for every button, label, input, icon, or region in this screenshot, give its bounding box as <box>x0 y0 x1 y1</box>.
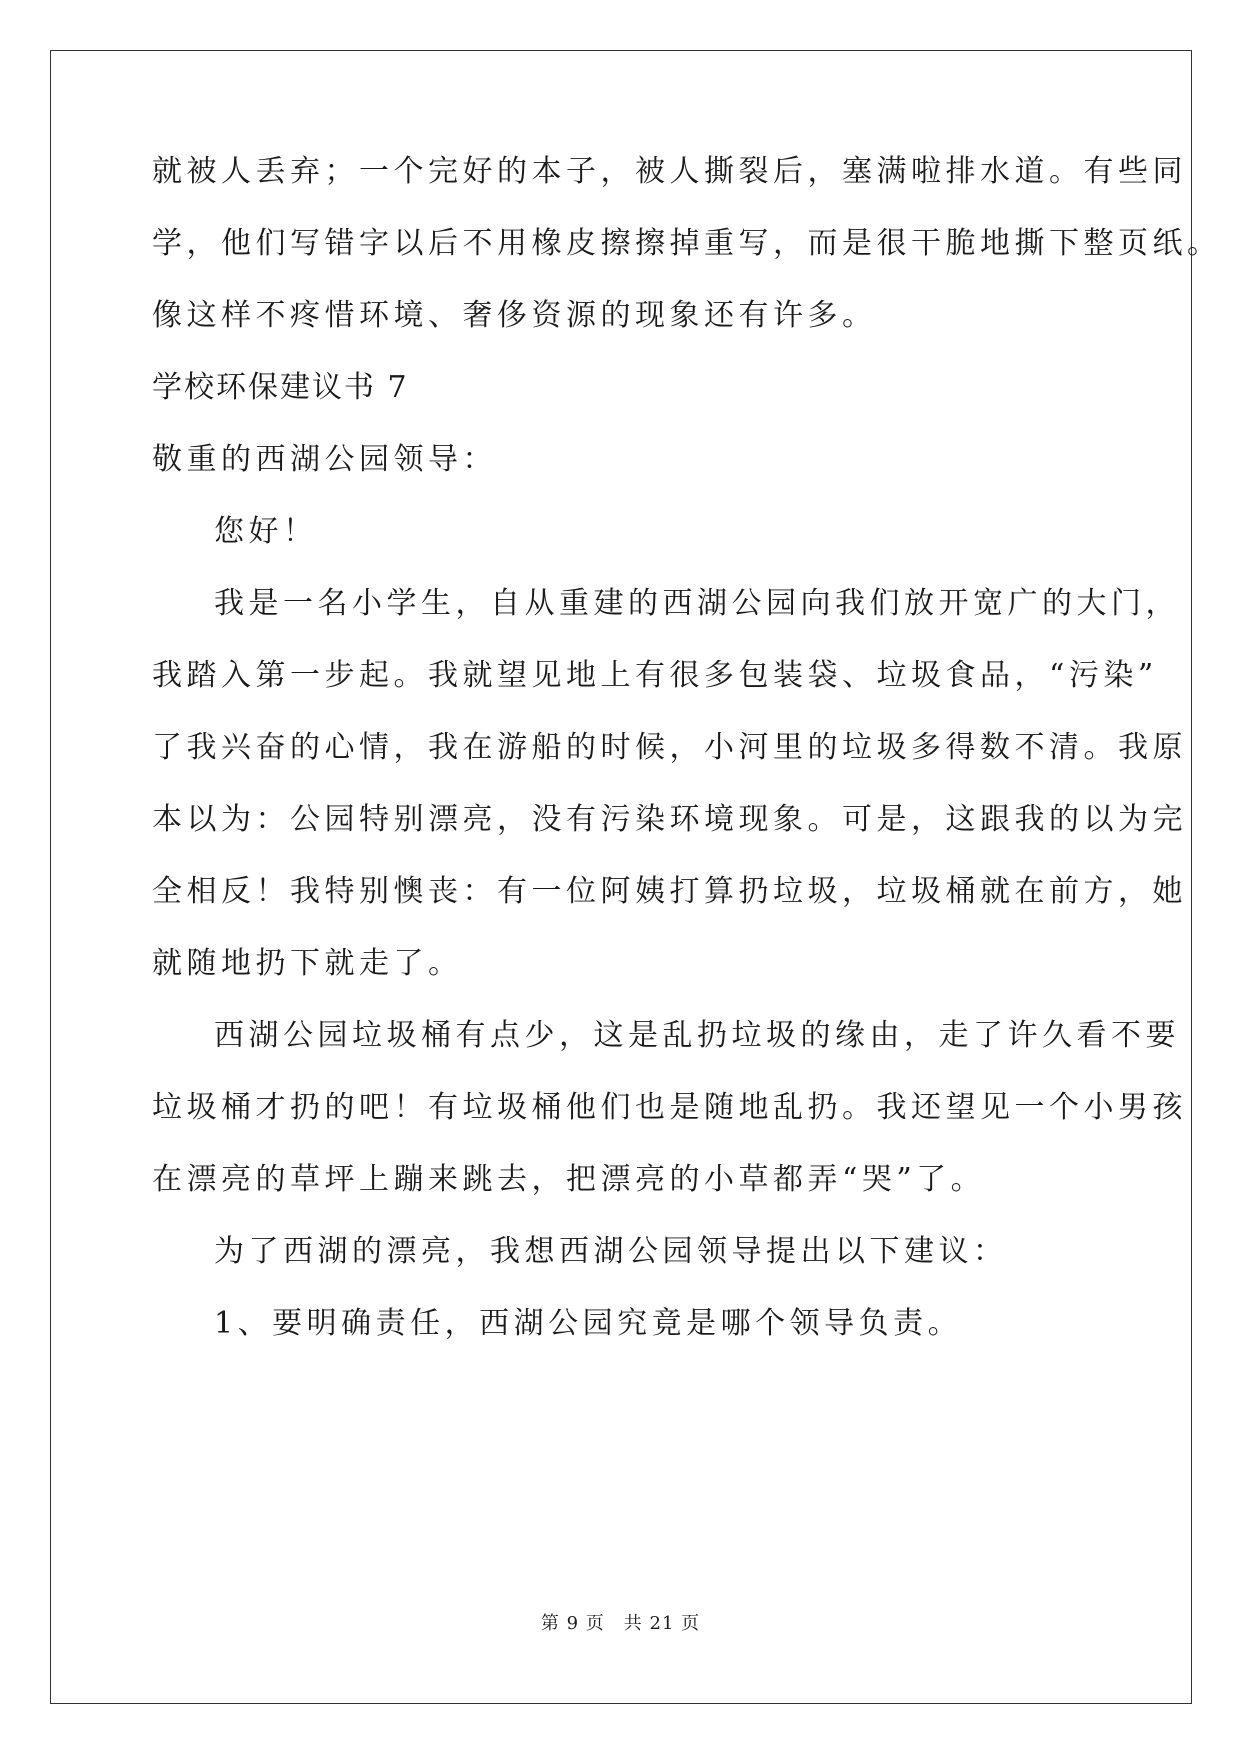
paragraph-line: 就被人丢弃；一个完好的本子，被人撕裂后，塞满啦排水道。有些同 <box>152 154 1187 189</box>
paragraph-line: 本以为：公园特别漂亮，没有污染环境现象。可是，这跟我的以为完 <box>152 802 1187 837</box>
paragraph-line: 了我兴奋的心情，我在游船的时候，小河里的垃圾多得数不清。我原 <box>152 730 1187 765</box>
section-heading: 学校环保建议书 7 <box>152 370 409 405</box>
list-item: 1、要明确责任，西湖公园究竟是哪个领导负责。 <box>214 1306 963 1341</box>
paragraph-line: 为了西湖的漂亮，我想西湖公园领导提出以下建议： <box>214 1234 1008 1269</box>
salutation: 敬重的西湖公园领导： <box>152 442 497 477</box>
paragraph-line: 我踏入第一步起。我就望见地上有很多包装袋、垃圾食品，“污染” <box>152 658 1158 693</box>
paragraph-line: 像这样不疼惜环境、奢侈资源的现象还有许多。 <box>152 298 877 333</box>
paragraph-line: 全相反！我特别懊丧：有一位阿姨打算扔垃圾，垃圾桶就在前方，她 <box>152 874 1187 909</box>
greeting: 您好！ <box>214 514 318 549</box>
paragraph-line: 我是一名小学生，自从重建的西湖公园向我们放开宽广的大门， <box>214 586 1180 621</box>
page-number-footer: 第 9 页 共 21 页 <box>540 1613 701 1634</box>
paragraph-line: 垃圾桶才扔的吧！有垃圾桶他们也是随地乱扔。我还望见一个小男孩 <box>152 1090 1187 1125</box>
paragraph-line: 就随地扔下就走了。 <box>152 946 463 981</box>
paragraph-line: 西湖公园垃圾桶有点少，这是乱扔垃圾的缘由，走了许久看不要 <box>214 1018 1180 1053</box>
paragraph-line: 在漂亮的草坪上蹦来跳去，把漂亮的小草都弄“哭”了。 <box>152 1162 986 1197</box>
paragraph-line: 学，他们写错字以后不用橡皮擦擦掉重写，而是很干脆地撕下整页纸。 <box>152 226 1222 261</box>
